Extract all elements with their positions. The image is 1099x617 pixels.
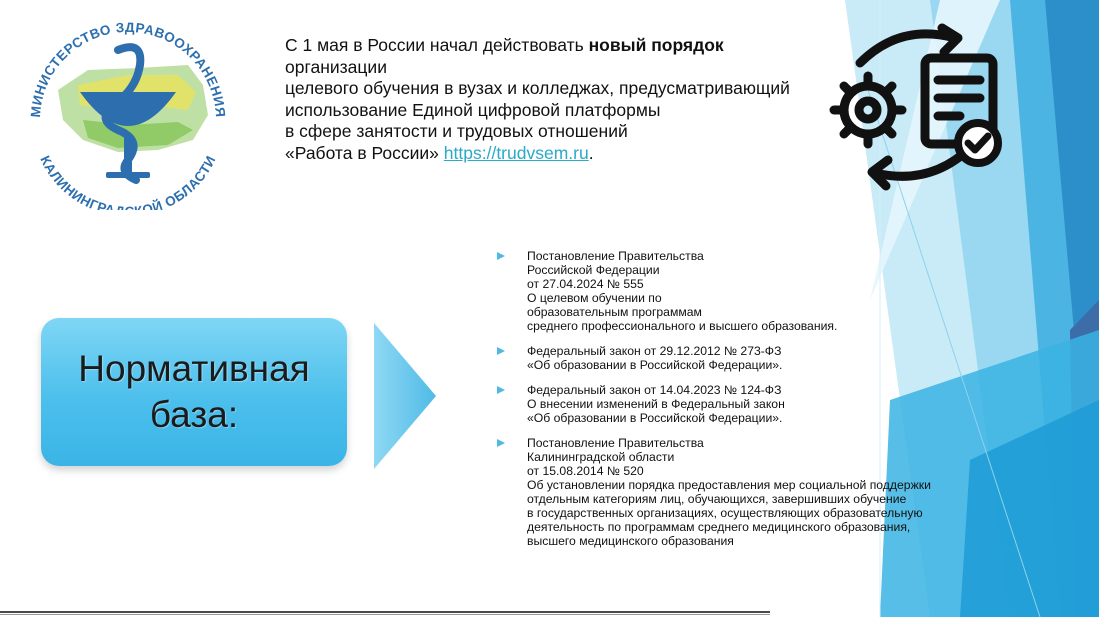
- process-document-gear-icon: [820, 18, 1010, 193]
- doc-line: в государственных организациях, осуществляющих образовательную: [527, 506, 923, 520]
- documents-list: [497, 249, 947, 559]
- intro-line-2: целевого обучения в вузах и колледжах, предусматривающий: [285, 78, 790, 98]
- bottom-divider-secondary: [0, 614, 770, 615]
- doc-line: от 15.08.2014 № 520: [527, 464, 644, 478]
- doc-line: Федеральный закон от 14.04.2023 № 124-ФЗ: [527, 383, 782, 397]
- doc-line: О внесении изменений в Федеральный закон: [527, 397, 785, 411]
- doc-line: отдельным категориям лиц, обучающихся, завершивших обучение: [527, 492, 907, 506]
- document-item: [497, 344, 947, 372]
- doc-line: «Об образовании в Российской Федерации».: [527, 411, 783, 425]
- intro-part1: С 1 мая в России начал действовать: [285, 35, 589, 55]
- intro-bold: новый порядок: [588, 35, 724, 55]
- doc-line: О целевом обучении по: [527, 291, 662, 305]
- normative-base-title: [78, 346, 309, 438]
- intro-line-5: [285, 143, 830, 165]
- intro-line-4: в сфере занятости и трудовых отношений: [285, 121, 628, 141]
- doc-line: Федеральный закон от 29.12.2012 № 273-ФЗ: [527, 344, 782, 358]
- doc-line: «Об образовании в Российской Федерации».: [527, 358, 783, 372]
- trudvsem-link[interactable]: https://trudvsem.ru: [443, 142, 589, 163]
- doc-line: Постановление Правительства: [527, 249, 704, 263]
- gear-icon: [834, 76, 902, 144]
- chevron-right-icon: [372, 323, 438, 469]
- doc-line: Об установлении порядка предоставления мер социальной поддержки: [527, 478, 931, 492]
- logo-arc-bottom: КАЛИНИНГРА ОЙ ОБЛАСТИ: [37, 153, 219, 210]
- intro-line5-prefix: «Работа в России»: [285, 142, 444, 163]
- intro-part2: организации: [285, 56, 387, 77]
- intro-text: [285, 35, 830, 164]
- doc-line: образовательным программам: [527, 305, 702, 319]
- doc-line: Калининградской области: [527, 450, 675, 464]
- doc-line: деятельность по программам среднего медицинского образования,: [527, 520, 911, 534]
- intro-line-3: использование Единой цифровой платформы: [285, 99, 661, 120]
- normative-base-box: [41, 318, 347, 466]
- ministry-logo: [18, 10, 238, 210]
- bullet-icon: [497, 386, 505, 394]
- document-item: [497, 436, 947, 548]
- doc-line: Постановление Правительства: [527, 436, 704, 450]
- bullet-icon: [497, 252, 505, 260]
- document-item: [497, 383, 947, 425]
- check-circle-icon: [958, 123, 998, 163]
- doc-line: от 27.04.2024 № 555: [527, 277, 644, 291]
- norm-line-1: Нормативная: [78, 348, 310, 389]
- norm-line-2: база:: [149, 394, 239, 435]
- document-item: [497, 249, 947, 333]
- doc-line: среднего профессионального и высшего образования.: [527, 319, 838, 333]
- intro-line-1: [285, 35, 830, 78]
- bottom-divider: [0, 611, 770, 613]
- doc-line: Российской Федерации: [527, 263, 660, 277]
- intro-line5-suffix: .: [588, 142, 594, 163]
- bullet-icon: [497, 439, 505, 447]
- logo-arc-top: МИНИСТЕРСТВО ЗДРАВООХРАНЕНИЯ: [27, 19, 229, 119]
- doc-line: высшего медицинского образования: [527, 534, 734, 548]
- bullet-icon: [497, 347, 505, 355]
